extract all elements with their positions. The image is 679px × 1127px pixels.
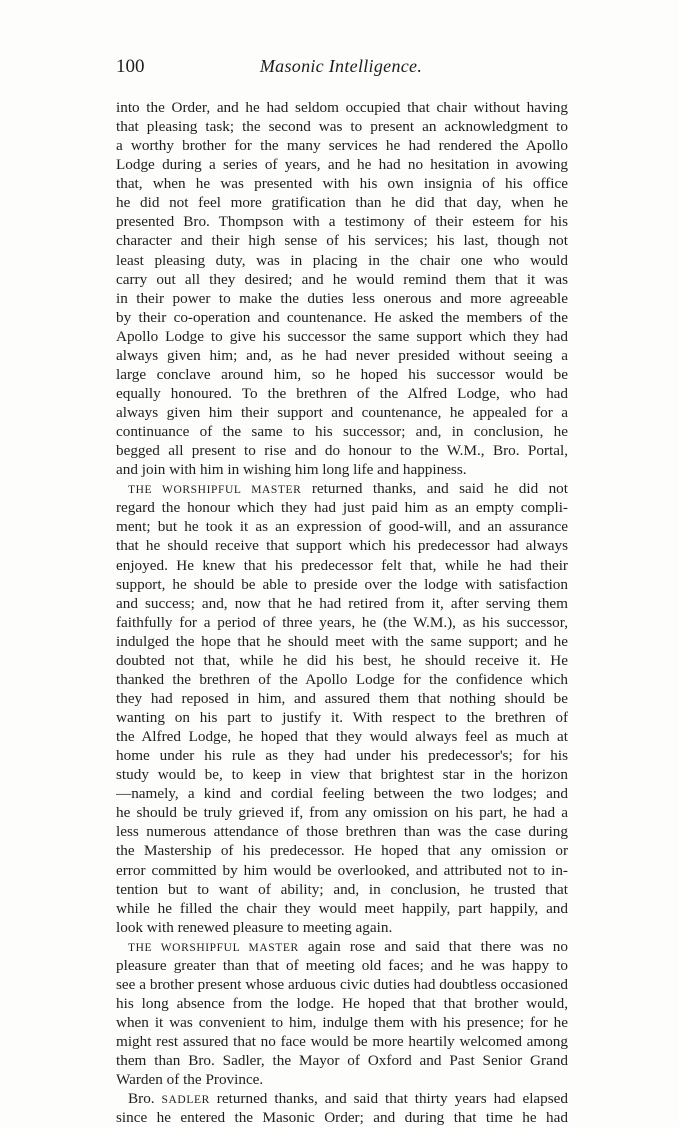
line-text: Warden of the Province. xyxy=(116,1071,264,1089)
text-line xyxy=(116,1070,568,1089)
text-line xyxy=(116,803,568,822)
text-line xyxy=(116,517,568,536)
line-text: begged all present to rise and do honour to the W.M., Bro. Portal, xyxy=(116,442,568,460)
line-text: less numerous attendance of those brethren than was the case during xyxy=(116,823,568,841)
line-text: they had reposed in him, and assured them that nothing should be xyxy=(116,689,568,707)
text-line xyxy=(116,556,568,575)
line-text: and join with him in wishing him long life and happiness. xyxy=(116,461,467,479)
text-line xyxy=(116,880,568,899)
line-text: faithfully for a period of three years, he (the W.M.), as his successor, xyxy=(116,613,568,631)
text-line xyxy=(116,708,568,727)
line-text: doubted not that, while he did his best, he should receive it. He xyxy=(116,651,568,669)
line-text: home under his rule as they had under his predecessor's; for his xyxy=(116,747,568,765)
text-line xyxy=(116,575,568,594)
line-text: a worthy brother for the many services he had rendered the Apollo xyxy=(116,137,568,155)
text-line xyxy=(116,174,568,193)
text-line xyxy=(116,822,568,841)
text-line xyxy=(116,384,568,403)
speaker-name: SADLER xyxy=(161,1094,210,1107)
text-line xyxy=(116,327,568,346)
line-text: the Mastership of his predecessor. He hoped that any omission or xyxy=(116,842,568,860)
line-text: them than Bro. Sadler, the Mayor of Oxford and Past Senior Grand xyxy=(116,1052,568,1070)
line-text: he should be truly grieved if, from any omission on his part, he had a xyxy=(116,804,568,822)
text-line xyxy=(116,365,568,384)
text-line xyxy=(116,594,568,613)
text-line xyxy=(116,212,568,231)
line-text: since he entered the Masonic Order; and during that time he had xyxy=(116,1109,568,1127)
text-line xyxy=(116,651,568,670)
line-text: wanting on his part to justify it. With respect to the brethren of xyxy=(116,709,568,726)
line-text: error committed by him would be overlooked, and attributed not to in- xyxy=(116,861,568,879)
text-line xyxy=(116,308,568,327)
line-text: indulged the hope that he should meet with the same support; and he xyxy=(116,632,568,650)
line-text: character and their high sense of his services; his last, though not xyxy=(116,232,568,250)
text-line xyxy=(116,289,568,308)
line-text: thanked the brethren of the Apollo Lodge for the confidence which xyxy=(116,670,568,688)
line-text: might rest assured that no face would be more heartily welcomed among xyxy=(116,1033,568,1051)
line-text: Apollo Lodge to give his successor the same support which they had xyxy=(116,327,568,345)
text-line xyxy=(116,251,568,270)
line-text: he did not feel more gratification than he did that day, when he xyxy=(116,194,568,212)
text-line xyxy=(116,536,568,555)
page-number: 100 xyxy=(116,56,145,77)
line-text: enjoyed. He knew that his predecessor felt that, while he had their xyxy=(116,556,568,574)
text-line xyxy=(116,632,568,651)
line-text: always given him; and, as he had never presided without seeing a xyxy=(116,346,568,364)
line-text: returned thanks, and said he did not xyxy=(301,480,568,498)
text-line xyxy=(116,765,568,784)
text-line xyxy=(116,1051,568,1070)
text-line xyxy=(116,841,568,860)
text-line xyxy=(116,1089,568,1108)
text-line xyxy=(116,422,568,441)
line-text: continuance of the same to his successor; and, in conclusion, he xyxy=(116,423,568,441)
line-text: presented Bro. Thompson with a testimony of their esteem for his xyxy=(116,213,568,231)
text-line xyxy=(116,270,568,289)
line-text: carry out all they desired; and he would remind them that it was xyxy=(116,270,568,288)
line-text: look with renewed pleasure to meeting again. xyxy=(116,918,393,936)
line-text: pleasure greater than that of meeting old faces; and he was happy to xyxy=(116,956,568,974)
line-text: tention but to want of ability; and, in conclusion, he trusted that xyxy=(116,880,568,898)
running-title: Masonic Intelligence. xyxy=(259,56,423,76)
line-text: that, when he was presented with his own insignia of his office xyxy=(116,175,568,193)
line-text: into the Order, and he had seldom occupied that chair without having xyxy=(116,99,568,116)
text-line xyxy=(116,403,568,422)
text-line xyxy=(116,956,568,975)
text-line xyxy=(116,155,568,174)
line-text: always given him their support and countenance, he appealed for a xyxy=(116,404,568,421)
text-line xyxy=(116,937,568,956)
text-line xyxy=(116,994,568,1013)
speaker-name: THE WORSHIPFUL MASTER xyxy=(128,941,299,954)
line-text: regard the honour which they had just paid him as an empty compli- xyxy=(116,499,568,517)
text-line xyxy=(116,460,568,479)
line-text: while he filled the chair they would meet happily, part happily, and xyxy=(116,899,568,917)
text-line xyxy=(116,231,568,250)
line-text: in their power to make the duties less onerous and more agreeable xyxy=(116,289,568,307)
text-line xyxy=(116,689,568,708)
line-text: least pleasing duty, was in placing in the chair one who would xyxy=(116,251,568,269)
text-line xyxy=(116,727,568,746)
line-text: returned thanks, and said that thirty years had elapsed xyxy=(209,1090,568,1108)
text-line xyxy=(116,670,568,689)
text-line xyxy=(116,1013,568,1032)
line-text: the Alfred Lodge, he hoped that they would always feel as much at xyxy=(116,728,568,746)
line-text: when it was convenient to him, indulge them with his presence; for he xyxy=(116,1014,568,1031)
text-line xyxy=(116,784,568,803)
text-line xyxy=(116,136,568,155)
text-line xyxy=(116,346,568,365)
line-text: Lodge during a series of years, and he had no hesitation in avowing xyxy=(116,156,568,174)
speaker-name: THE WORSHIPFUL MASTER xyxy=(128,484,302,497)
text-line xyxy=(116,98,568,117)
line-text: ment; but he took it as an expression of good-will, and an assurance xyxy=(116,518,568,536)
text-line xyxy=(116,441,568,460)
line-text: again rose and said that there was no xyxy=(298,937,568,955)
text-line xyxy=(116,117,568,136)
line-text: —namely, a kind and cordial feeling between the two lodges; and xyxy=(116,785,568,803)
text-line xyxy=(116,1108,568,1127)
text-line xyxy=(116,613,568,632)
text-line xyxy=(116,479,568,498)
body-text xyxy=(116,98,568,1127)
line-text: his long absence from the lodge. He hoped that that brother would, xyxy=(116,994,568,1012)
text-line xyxy=(116,1032,568,1051)
line-text: and success; and, now that he had retired from it, after serving them xyxy=(116,594,568,612)
text-line xyxy=(116,861,568,880)
line-text: that he should receive that support which his predecessor had always xyxy=(116,537,568,555)
line-text: that pleasing task; the second was to present an acknowledgment to xyxy=(116,118,568,136)
line-text: see a brother present whose arduous civic duties had doubtless occasioned xyxy=(116,975,568,993)
line-text: equally honoured. To the brethren of the Alfred Lodge, who had xyxy=(116,384,568,402)
text-line xyxy=(116,918,568,937)
text-line xyxy=(116,899,568,918)
text-line xyxy=(116,498,568,517)
text-line xyxy=(116,746,568,765)
line-text: support, he should be able to preside over the lodge with satisfaction xyxy=(116,575,568,593)
line-text: by their co-operation and countenance. He asked the members of the xyxy=(116,308,568,326)
page-header xyxy=(116,56,566,82)
line-text: large conclave around him, so he hoped his successor would be xyxy=(116,365,568,383)
line-prefix: Bro. xyxy=(128,1090,162,1108)
text-line xyxy=(116,193,568,212)
line-text: study would be, to keep in view that brightest star in the horizon xyxy=(116,766,568,784)
text-line xyxy=(116,975,568,994)
